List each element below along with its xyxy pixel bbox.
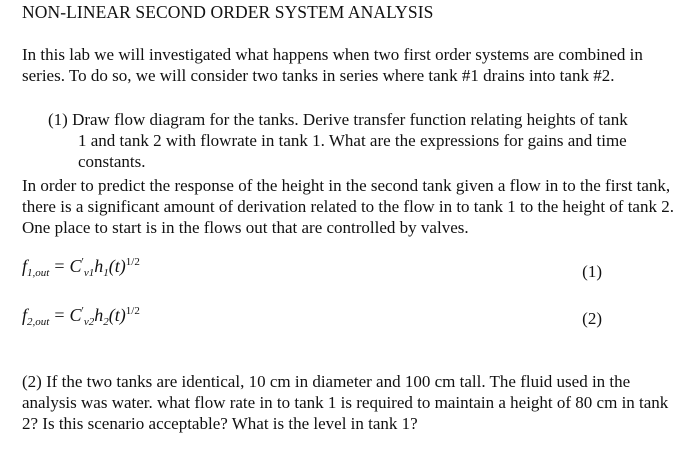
eq2-lhs-subscript: 2,out (27, 316, 50, 328)
eq2-argument: (t) (108, 305, 126, 325)
eq1-coefficient: C (69, 256, 82, 276)
intro-paragraph: In this lab we will investigated what happens when two first order systems are combined in series. To do so, we will consider two tanks in series where tank #1 drains into tank #2. (22, 45, 643, 85)
question-1-line1: (1) Draw flow diagram for the tanks. Derive transfer function relating heights of tank (48, 110, 628, 129)
equation-1-number: (1) (582, 262, 602, 281)
question-2: (2) If the two tanks are identical, 10 cm in diameter and 100 cm tall. The fluid used in the analysis was water. what flow rate in to tank 1 is required to maintain a height of 80 cm in tank 2? Is this scenario acceptable? What is the level in tank 1? (22, 372, 669, 433)
eq1-lhs: f (22, 256, 28, 276)
question-1 (48, 109, 688, 172)
eq2-equals: = (54, 305, 65, 325)
question-1-continuation: 1 and tank 2 with flowrate in tank 1. What are the expressions for gains and time constants. (78, 131, 627, 171)
eq2-coefficient: C (69, 305, 82, 325)
eq1-lhs-subscript: 1,out (27, 267, 50, 279)
document-title: NON-LINEAR SECOND ORDER SYSTEM ANALYSIS (22, 2, 434, 22)
eq2-coefficient-prime: ′ (81, 305, 84, 317)
eq1-variable-subscript: 1 (103, 267, 109, 279)
prediction-paragraph: In order to predict the response of the height in the second tank given a flow in to the first tank, there is a significant amount of derivation related to the flow in to tank 1 to the height of tank 2. One place to start is in the flows out that are controlled by valves. (22, 176, 674, 237)
eq1-coefficient-subscript: v1 (83, 267, 95, 279)
eq2-power: 1/2 (125, 305, 140, 317)
eq1-variable: h (94, 256, 104, 276)
eq1-equals: = (54, 256, 65, 276)
equation-1 (22, 256, 140, 279)
eq2-lhs: f (22, 305, 28, 325)
eq1-power: 1/2 (125, 256, 140, 268)
equation-2 (22, 305, 140, 328)
eq2-coefficient-subscript: v2 (83, 316, 95, 328)
eq2-variable: h (94, 305, 104, 325)
equation-2-number: (2) (582, 309, 602, 328)
eq1-coefficient-prime: ′ (81, 256, 84, 268)
eq2-variable-subscript: 2 (103, 316, 109, 328)
eq1-argument: (t) (108, 256, 126, 276)
